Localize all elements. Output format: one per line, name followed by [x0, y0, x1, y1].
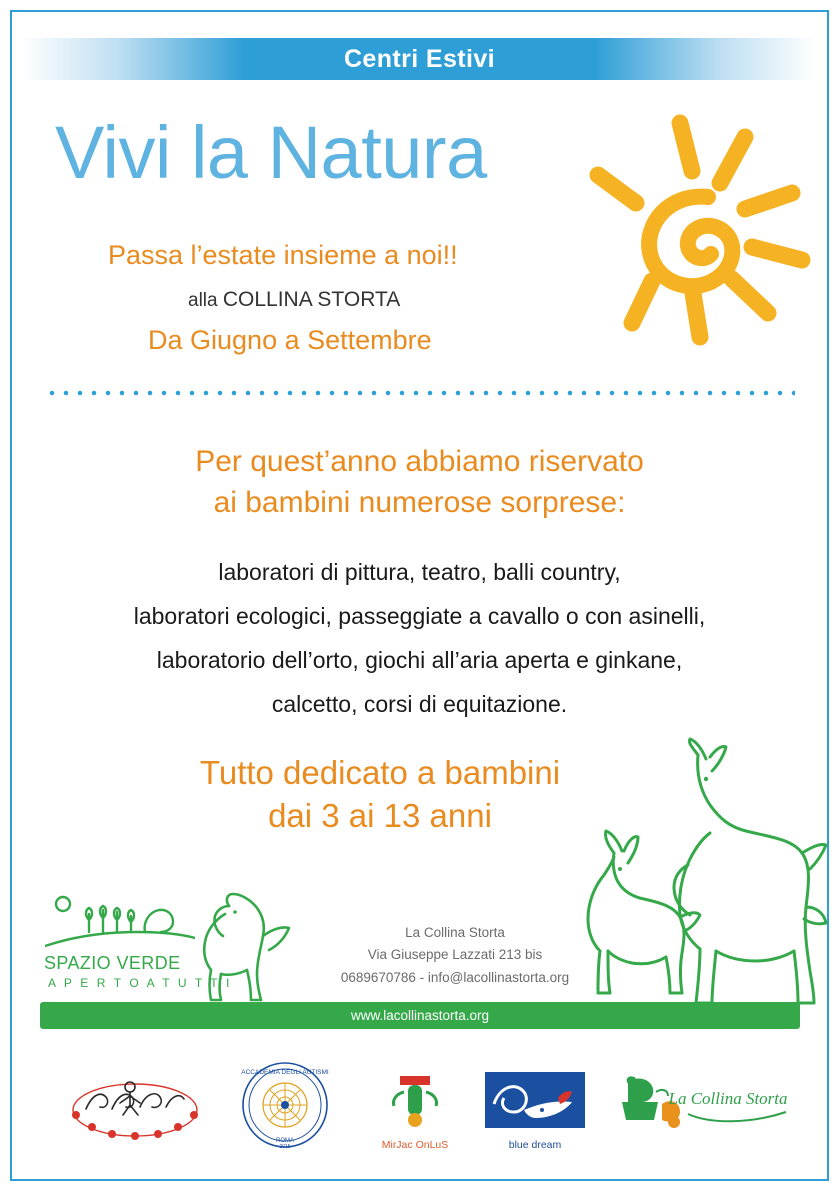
contact-phone-email: 0689670786 - info@lacollinastorta.org [340, 969, 570, 985]
dotted-divider [45, 390, 795, 396]
subtitle-line-3: Da Giugno a Settembre [148, 325, 432, 355]
partner-logos-row [40, 1060, 810, 1160]
header-title: Centri Estivi [343, 45, 496, 73]
age-line-1: Tutto dedicato a bambini [199, 754, 561, 791]
subtitle-line-2-main: COLLINA STORTA [222, 288, 401, 311]
subtitle-line-2 [188, 288, 400, 312]
partner-caption: blue dream [508, 1139, 562, 1151]
subtitle-line-1: Passa l’estate insieme a noi!! [108, 240, 458, 270]
activity-line: laboratori ecologici, passeggiate a cavallo o con asinelli, [133, 603, 706, 630]
activity-line: laboratori di pittura, teatro, balli country, [218, 559, 621, 585]
lead-line-1: Per quest’anno abbiamo riservato [195, 445, 644, 478]
svg-text:ACCADEMIA DEGLI AUTISMI: ACCADEMIA DEGLI AUTISMI [241, 1069, 329, 1076]
page-title: Vivi la Natura [55, 111, 487, 194]
svg-text:La Collina Storta: La Collina Storta [668, 1089, 788, 1108]
partner-caption: MirJac OnLuS [381, 1139, 449, 1151]
activities-list [0, 550, 839, 727]
header-band [22, 38, 817, 80]
svg-text:2015: 2015 [279, 1144, 291, 1150]
dog-illustration [195, 890, 305, 1005]
contact-name: La Collina Storta [405, 925, 505, 940]
contact-address: Via Giuseppe Lazzati 213 bis [367, 947, 543, 963]
lead-paragraph [0, 442, 839, 523]
svg-text:ROMA: ROMA [276, 1138, 294, 1144]
partner-logo-mirjac-onlus [360, 1070, 470, 1151]
partner-logo-accademia-degli-autismi [220, 1060, 350, 1157]
lead-line-2: ai bambini numerose sorprese: [213, 485, 626, 519]
website-url[interactable]: www.lacollinastorta.org [350, 1008, 490, 1023]
sun-icon [540, 105, 820, 355]
activity-line: laboratorio dell’orto, giochi all’aria aperta e ginkane, [156, 647, 683, 674]
activity-line: calcetto, corsi di equitazione. [271, 691, 568, 718]
spazio-verde-tagline: A P E R T O A T U T T I [48, 976, 232, 990]
website-bar[interactable] [40, 1002, 800, 1029]
subtitle-line-2-prefix: alla [188, 290, 223, 311]
age-line-2: dai 3 ai 13 anni [268, 796, 492, 834]
partner-logo-blue-dream [470, 1070, 600, 1151]
contact-block [290, 922, 620, 989]
partner-logo-la-collina-storta [610, 1072, 810, 1141]
spazio-verde-name: SPAZIO VERDE [44, 953, 181, 973]
partner-logo-disegniperterra [60, 1065, 210, 1152]
